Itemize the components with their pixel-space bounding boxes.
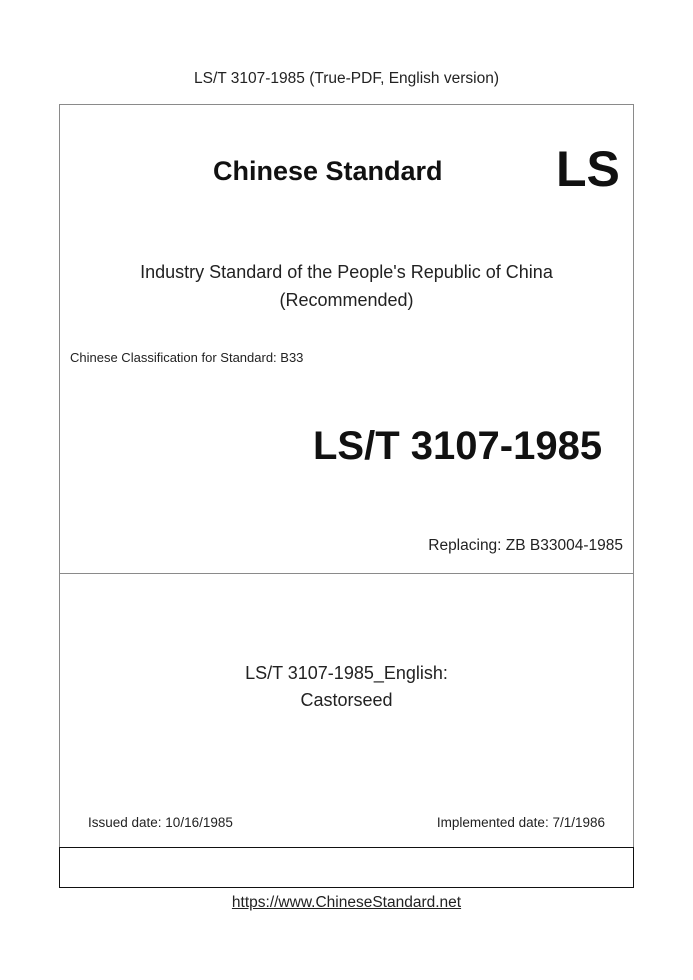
standard-mark: LS: [556, 141, 620, 197]
implemented-date: Implemented date: 7/1/1986: [436, 815, 605, 830]
replacing-text: Replacing: ZB B33004-1985: [428, 537, 623, 554]
english-title: [0, 660, 693, 714]
english-title-line-2: Castorseed: [300, 690, 393, 710]
issued-date: Issued date: 10/16/1985: [88, 815, 233, 830]
cover-title: Chinese Standard: [213, 156, 443, 186]
industry-standard-heading: [0, 258, 693, 314]
standard-number: LS/T 3107-1985: [313, 424, 603, 468]
industry-line-1: Industry Standard of the People's Republic of China: [140, 262, 553, 282]
website-link[interactable]: https://www.ChineseStandard.net: [231, 894, 462, 911]
classification-text: Chinese Classification for Standard: B33: [70, 350, 304, 365]
industry-line-2: (Recommended): [279, 290, 414, 310]
english-title-line-1: LS/T 3107-1985_English:: [245, 663, 448, 683]
page-header: LS/T 3107-1985 (True-PDF, English version): [194, 70, 499, 87]
cover-bottom-frame: [59, 847, 634, 888]
